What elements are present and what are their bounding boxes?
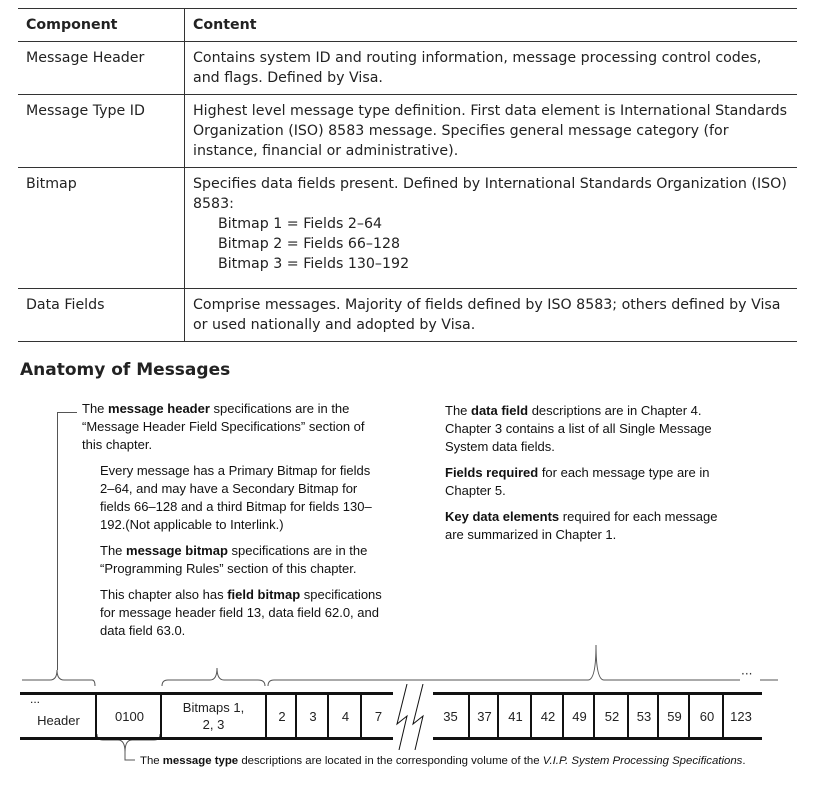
table-row <box>18 42 797 95</box>
text: Bitmap 3 = Fields 130–192 <box>218 256 410 272</box>
table-row <box>18 95 797 168</box>
field-cell: 35 <box>443 708 458 724</box>
field-cell: 37 <box>468 695 499 737</box>
field-cell: 42 <box>530 695 564 737</box>
cell: Message Header <box>18 42 185 95</box>
cell: Message Type ID <box>18 95 185 168</box>
section-title: Anatomy of Messages <box>20 360 231 380</box>
ellipsis: ··· <box>741 667 753 681</box>
cell: Comprise messages. Majority of fields defined by ISO 8583; others defined by Visa or used nationally and adopted by Visa. <box>185 289 798 342</box>
leader-line <box>57 412 77 413</box>
field-cell: 59 <box>657 695 690 737</box>
note: Key data elements required for each message are summarized in Chapter 1. <box>445 509 718 542</box>
header-component: Component <box>18 9 185 42</box>
field-cell: Bitmaps 1, 2, 3 <box>160 695 265 737</box>
cell: Bitmap <box>18 168 185 289</box>
field-cell: Header <box>37 712 80 728</box>
field-cell: 49 <box>562 695 595 737</box>
ellipsis: ... <box>30 692 41 706</box>
note: The data field descriptions are in Chapter 4. Chapter 3 contains a list of all Single Message System data fields. <box>445 403 712 454</box>
field-cell: 41 <box>497 695 532 737</box>
field-cell: 0100 <box>95 695 162 737</box>
field-cell: 52 <box>593 695 629 737</box>
note: The message header specifications are in the “Message Header Field Specifications” section of this chapter. <box>82 401 365 452</box>
cell: Data Fields <box>18 289 185 342</box>
field-cell: 3 <box>295 695 329 737</box>
table-row <box>18 289 797 342</box>
note: This chapter also has field bitmap specifications for message header field 13, data field 62.0, and data field 63.0. <box>100 587 382 638</box>
field-cell: 4 <box>327 695 362 737</box>
text: Bitmap 2 = Fields 66–128 <box>218 236 401 252</box>
field-cell: 7 <box>360 695 395 737</box>
field-cell: 53 <box>627 695 659 737</box>
left-notes <box>82 400 382 648</box>
field-cell: 2 <box>265 695 297 737</box>
right-notes <box>445 402 735 552</box>
cell <box>185 168 798 289</box>
field-cell: 123 <box>722 695 758 737</box>
component-table <box>18 8 797 342</box>
text: Specifies data fields present. Defined by International Standards Organization (ISO) 8583: <box>193 176 787 212</box>
table-row <box>18 168 797 289</box>
note: Every message has a Primary Bitmap for fields 2–64, and may have a Secondary Bitmap for fields 66–128 and a third Bitmap for fields 130–192.(Not applicable to Interlink.) <box>100 463 372 532</box>
note: Fields required for each message type are in Chapter 5. <box>445 465 710 498</box>
header-content: Content <box>185 9 798 42</box>
caption: The message type descriptions are located in the corresponding volume of the V.I.P. System Processing Specifications. <box>140 755 746 767</box>
cell: Contains system ID and routing information, message processing control codes, and flags. Defined by Visa. <box>185 42 798 95</box>
note: The message bitmap specifications are in the “Programming Rules” section of this chapter. <box>100 543 368 576</box>
field-cell: 60 <box>688 695 724 737</box>
break-icon <box>393 684 433 750</box>
leader-line <box>57 412 58 670</box>
bar-bottom <box>20 737 762 740</box>
text: Bitmap 1 = Fields 2–64 <box>218 216 383 232</box>
cell: Highest level message type definition. First data element is International Standards Organization (ISO) 8583 message. Specifies general message category (for instance, financial or administrative). <box>185 95 798 168</box>
